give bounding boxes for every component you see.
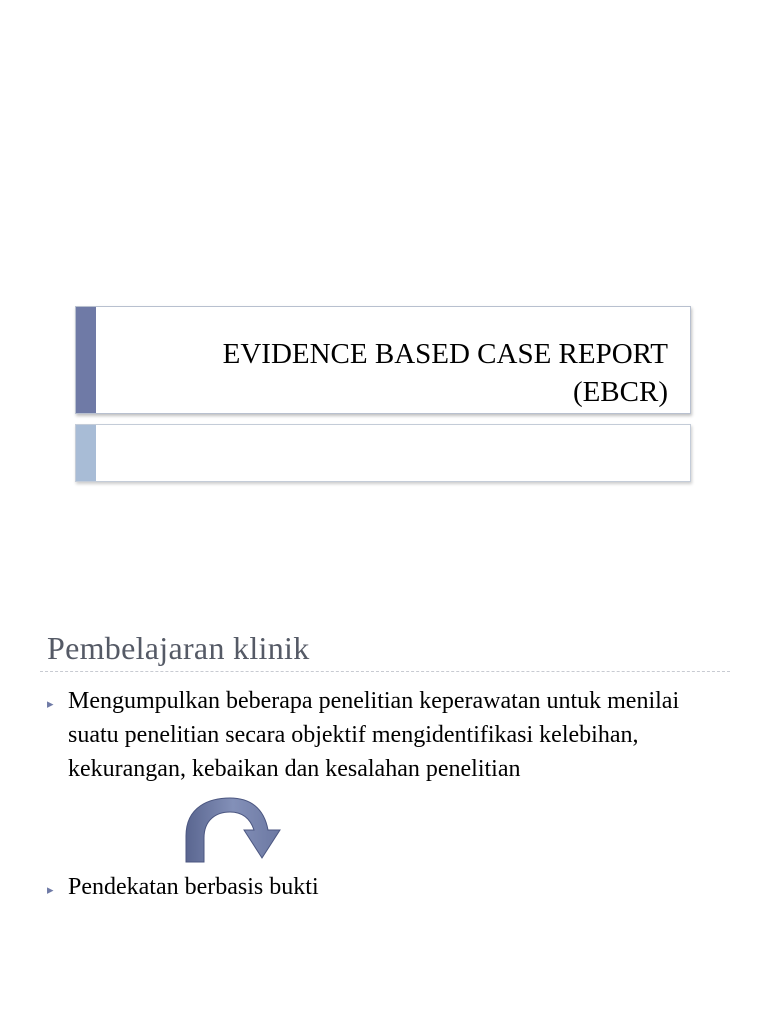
bullet-triangle-icon: ▸ — [47, 696, 54, 711]
title-accent-bar — [76, 307, 96, 413]
slide-title-line-1: EVIDENCE BASED CASE REPORT — [222, 338, 668, 370]
curved-arrow-down-icon — [180, 796, 290, 864]
title-box — [75, 306, 691, 414]
slide-title-line-2: (EBCR) — [572, 376, 668, 408]
bullet-text: Mengumpulkan beberapa penelitian keperawatan untuk menilai suatu penelitian secara objektif mengidentifikasi kelebihan, kekurangan, kebaikan dan kesalahan penelitian — [68, 688, 680, 782]
section-heading: Pembelajaran klinik — [47, 630, 310, 666]
slide-title — [116, 335, 668, 411]
bullet-item — [47, 870, 727, 904]
bullet-item — [47, 684, 727, 786]
subtitle-accent-bar — [76, 425, 96, 481]
bullet-triangle-icon: ▸ — [47, 882, 54, 897]
bullet-text: Pendekatan berbasis bukti — [68, 874, 319, 900]
heading-divider — [40, 671, 730, 672]
subtitle-box — [75, 424, 691, 482]
